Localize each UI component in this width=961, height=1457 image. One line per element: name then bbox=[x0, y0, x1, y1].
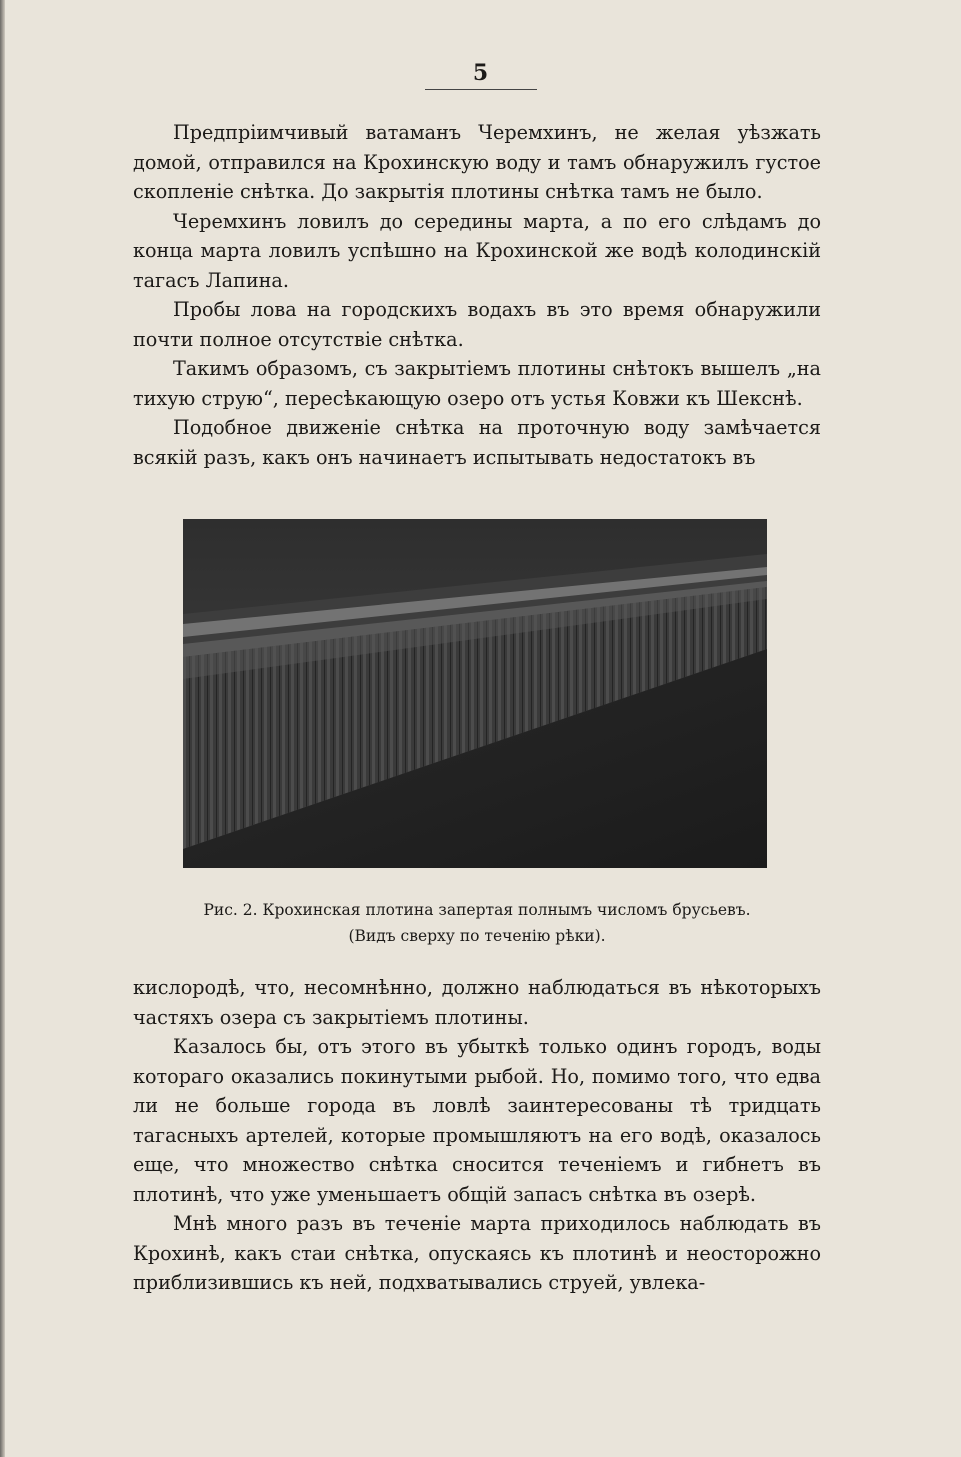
caption-line-2: (Видъ сверху по теченію рѣки). bbox=[348, 927, 606, 945]
figure-caption bbox=[133, 897, 821, 949]
paragraph: кислородѣ, что, несомнѣнно, должно наблюдаться въ нѣкоторыхъ частяхъ озера съ закрытіемъ плотины. bbox=[133, 976, 821, 1029]
paragraph: Черемхинъ ловилъ до середины марта, а по его слѣдамъ до конца марта ловилъ успѣшно на Крохинской же водѣ колодинскій тагасъ Лапина. bbox=[133, 209, 821, 292]
dam-photograph bbox=[183, 519, 767, 868]
caption-line-1: Рис. 2. Крохинская плотина запертая полнымъ числомъ брусьевъ. bbox=[203, 901, 751, 919]
paragraph: Подобное движеніе снѣтка на проточную воду замѣчается всякій разъ, какъ онъ начинаетъ испытывать недостатокъ въ bbox=[133, 416, 821, 469]
paragraph: Мнѣ много разъ въ теченіе марта приходилось наблюдать въ Крохинѣ, какъ стаи снѣтка, опускаясь къ плотинѣ и неосторожно приблизившись къ ней, подхватывались струей, увлека- bbox=[133, 1212, 821, 1294]
page-number-rule bbox=[425, 89, 537, 90]
paragraph: Казалось бы, отъ этого въ убыткѣ только одинъ городъ, воды котораго оказались покинутыми рыбой. Но, помимо того, что едва ли не больше города въ ловлѣ заинтересованы тѣ тридцать тагасныхъ артелей, которые промышляютъ на его водѣ, оказалось еще, что множество снѣтка сносится теченіемъ и гибнетъ въ плотинѣ, что уже уменьшаетъ общій запасъ снѣтка въ озерѣ. bbox=[133, 1035, 821, 1206]
page-edge-shadow bbox=[0, 0, 5, 1457]
paragraph: Такимъ образомъ, съ закрытіемъ плотины снѣтокъ вышелъ „на тихую струю“, пересѣкающую озеро отъ устья Ковжи къ Шекснѣ. bbox=[133, 357, 821, 410]
paragraph: Пробы лова на городскихъ водахъ въ это время обнаружили почти полное отсутствіе снѣтка. bbox=[133, 298, 821, 351]
paragraph: Предпріимчивый ватаманъ Черемхинъ, не желая уѣзжать домой, отправился на Крохинскую воду и тамъ обнаружилъ густое скопленіе снѣтка. До закрытія плотины снѣтка тамъ не было. bbox=[133, 121, 821, 203]
page-number: 5 bbox=[472, 60, 489, 86]
body-text-top bbox=[133, 118, 821, 472]
body-text-bottom bbox=[133, 973, 821, 1298]
